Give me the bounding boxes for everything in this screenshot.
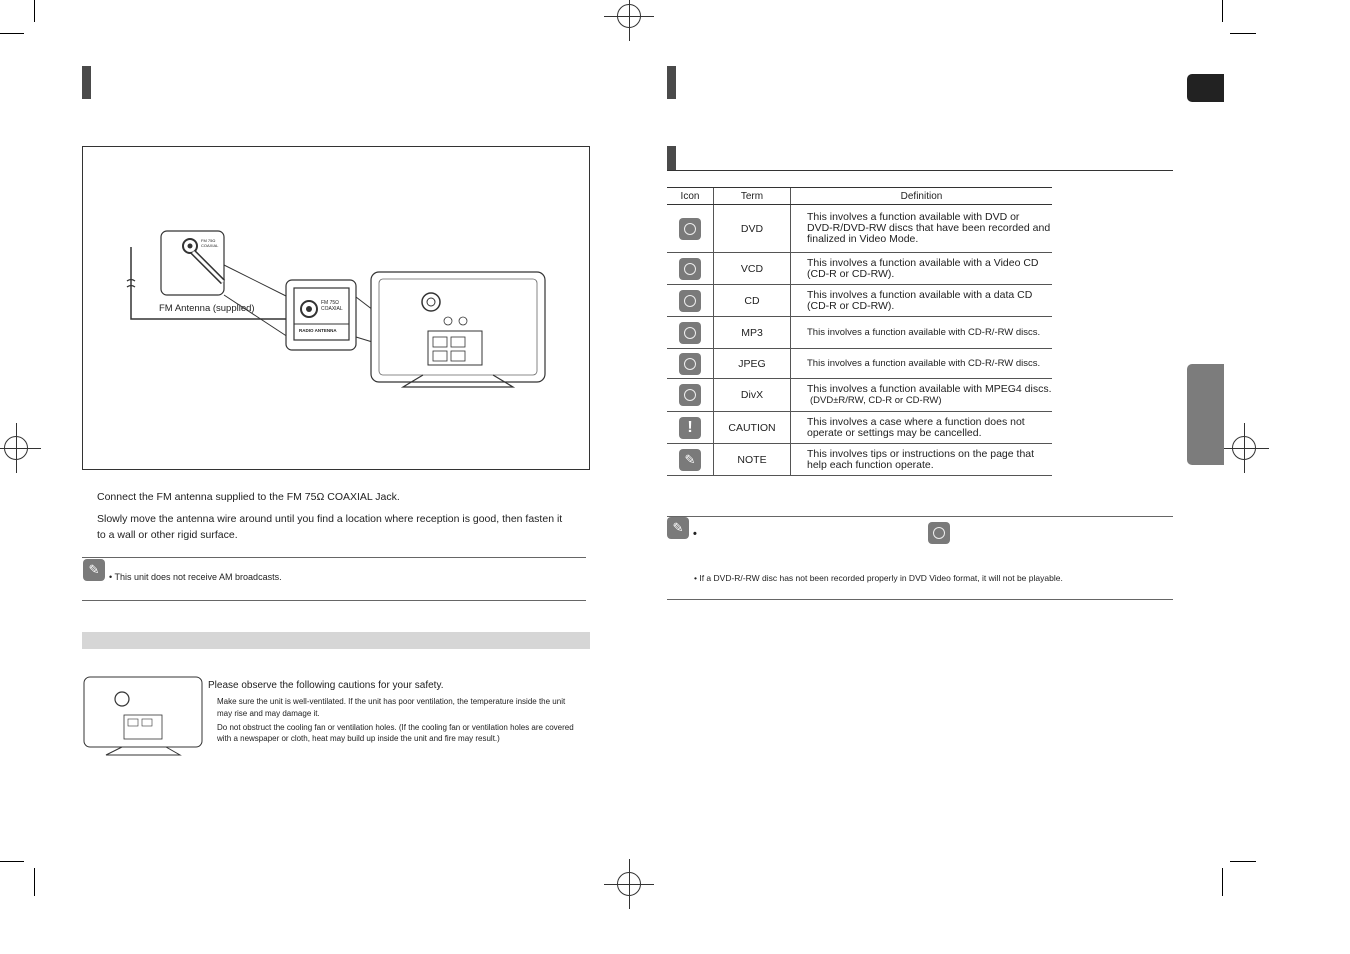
definition-cell: This involves a function available with a Video CD (CD-R or CD-RW). xyxy=(791,253,1053,285)
term-cell: DivX xyxy=(714,379,791,412)
section-header-bar xyxy=(82,632,590,649)
crop-mark xyxy=(0,33,24,34)
term-cell: DVD xyxy=(714,205,791,253)
heading-bar-left xyxy=(82,66,91,99)
disc-icon xyxy=(679,322,701,344)
jack-label-zoom: FM 75Ω xyxy=(321,300,339,306)
instruction-step-2: Slowly move the antenna wire around until you find a location where reception is good, then fasten it xyxy=(97,513,563,525)
safety-intro: Please observe the following cautions for your safety. xyxy=(208,680,444,691)
note-icon: ✎ xyxy=(83,559,105,581)
crop-mark xyxy=(0,861,24,862)
safety-item-2: Do not obstruct the cooling fan or ventilation holes. (If the cooling fan or ventilation holes are covered xyxy=(217,723,574,732)
crop-mark xyxy=(34,0,35,22)
caution-icon: ! xyxy=(679,417,701,439)
table-row xyxy=(667,349,1052,379)
table-row xyxy=(667,412,1052,444)
term-cell: MP3 xyxy=(714,317,791,349)
icon-definition-table xyxy=(667,187,1052,476)
disc-icon xyxy=(679,384,701,406)
definition-cell: This involves a case where a function does not operate or settings may be cancelled. xyxy=(791,412,1053,444)
definition-cell: This involves a function available with MPEG4 discs. (DVD±R/RW, CD-R or CD-RW) xyxy=(791,379,1053,412)
jack-label-zoom: COAXIAL xyxy=(321,306,343,312)
table-row xyxy=(667,444,1052,476)
crop-mark xyxy=(1222,868,1223,896)
disc-icon xyxy=(679,290,701,312)
divider xyxy=(667,516,1173,517)
safety-item-1: Make sure the unit is well-ventilated. If the unit has poor ventilation, the temperature inside the unit xyxy=(217,697,566,706)
instruction-step-1: Connect the FM antenna supplied to the FM 75Ω COAXIAL Jack. xyxy=(97,491,400,503)
crop-mark xyxy=(1230,33,1256,34)
note-icon: ✎ xyxy=(667,517,689,539)
definition-cell: This involves a function available with DVD or DVD-R/DVD-RW discs that have been recorded and finalized in Video Mode. xyxy=(791,205,1053,253)
instruction-step-2-cont: to a wall or other rigid surface. xyxy=(97,529,238,541)
heading-bar-right xyxy=(667,66,676,99)
term-cell: JPEG xyxy=(714,349,791,379)
unit-illustration xyxy=(82,675,204,759)
page-tab-dark xyxy=(1187,74,1224,102)
crop-mark xyxy=(34,868,35,896)
jack-label: FM 75Ω xyxy=(201,238,216,243)
crop-mark xyxy=(1222,0,1223,22)
table-row xyxy=(667,285,1052,317)
antenna-diagram-box xyxy=(82,146,590,470)
note-bullet: • xyxy=(693,528,697,540)
divider xyxy=(82,557,586,558)
subheading-rule xyxy=(667,170,1173,171)
note-icon: ✎ xyxy=(679,449,701,471)
registration-mark xyxy=(1232,436,1256,460)
definition-cell: This involves tips or instructions on the page that help each function operate. xyxy=(791,444,1053,476)
header-term: Term xyxy=(714,188,791,205)
term-cell: CD xyxy=(714,285,791,317)
registration-mark xyxy=(617,872,641,896)
disc-icon xyxy=(928,522,950,544)
definition-cell: This involves a function available with CD-R/-RW discs. xyxy=(791,317,1053,349)
fm-antenna-label: FM Antenna (supplied) xyxy=(159,303,255,314)
disc-icon xyxy=(679,353,701,375)
safety-item-2-cont: with a newspaper or cloth, heat may build up inside the unit and fire may result.) xyxy=(217,734,500,743)
term-cell: VCD xyxy=(714,253,791,285)
definition-cell: This involves a function available with CD-R/-RW discs. xyxy=(791,349,1053,379)
registration-mark xyxy=(4,436,28,460)
term-cell: NOTE xyxy=(714,444,791,476)
disc-icon xyxy=(679,218,701,240)
note-dvd-text: • If a DVD-R/-RW disc has not been recorded properly in DVD Video format, it will not be playable. xyxy=(694,573,1063,583)
safety-item-1-cont: may rise and may damage it. xyxy=(217,709,320,718)
subheading-bar xyxy=(667,146,676,170)
registration-mark xyxy=(617,4,641,28)
table-row xyxy=(667,205,1052,253)
jack-label: COAXIAL xyxy=(201,243,219,248)
section-tab xyxy=(1187,364,1224,465)
table-row xyxy=(667,253,1052,285)
header-definition: Definition xyxy=(791,188,1053,205)
divider xyxy=(667,599,1173,600)
divider xyxy=(82,600,586,601)
note-am-text: • This unit does not receive AM broadcasts. xyxy=(109,572,282,582)
term-cell: CAUTION xyxy=(714,412,791,444)
disc-icon xyxy=(679,258,701,280)
crop-mark xyxy=(1230,861,1256,862)
header-icon: Icon xyxy=(667,188,714,205)
table-row xyxy=(667,317,1052,349)
radio-antenna-label: RADIO ANTENNA xyxy=(299,328,337,333)
table-row xyxy=(667,379,1052,412)
definition-cell: This involves a function available with a data CD (CD-R or CD-RW). xyxy=(791,285,1053,317)
